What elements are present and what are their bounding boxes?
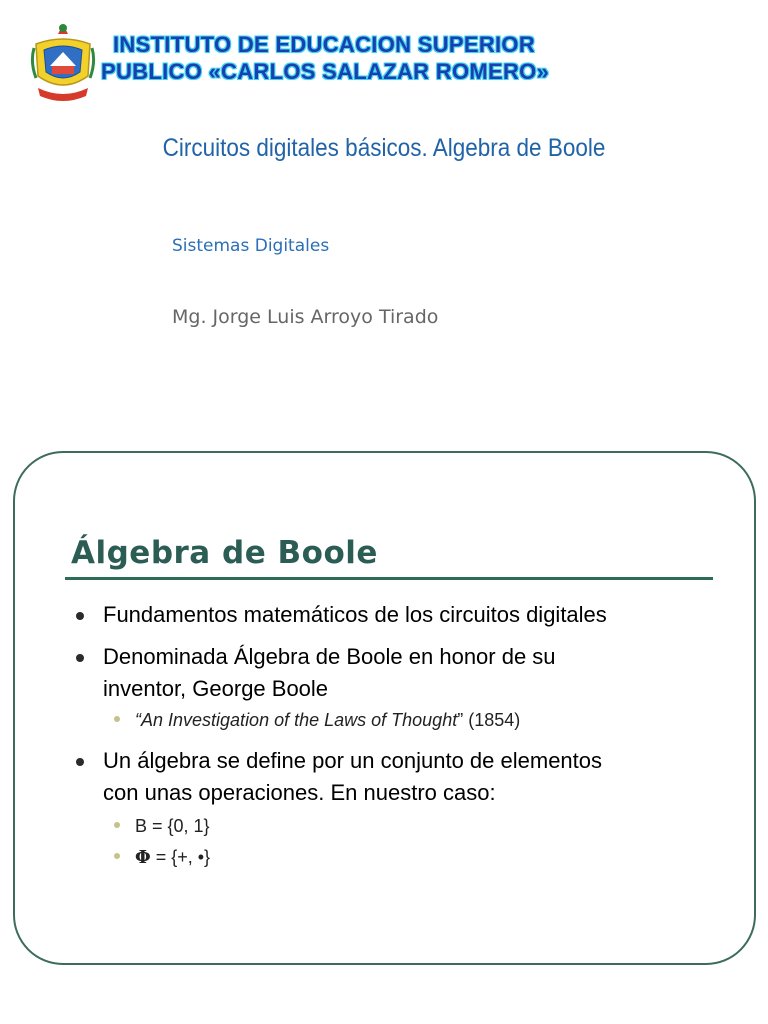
phi-operations: = {+, •} <box>150 847 211 867</box>
bullet-fundamentos: Fundamentos matemáticos de los circuitos digitales <box>103 599 607 631</box>
title-underline <box>65 577 713 580</box>
slide-algebra-de-boole <box>13 451 756 965</box>
book-year: ” (1854) <box>457 710 521 730</box>
quote-open: “ <box>135 710 141 730</box>
bullet-denominada <box>103 641 556 705</box>
bullet-line: inventor, George Boole <box>103 676 329 701</box>
sub-bullet-book <box>135 709 520 731</box>
bullet-un-algebra <box>103 745 602 809</box>
sub-bullet-phi <box>135 846 210 869</box>
bullet-line: Denominada Álgebra de Boole en honor de su <box>103 644 556 669</box>
institute-name-line-1: INSTITUTO DE EDUCACION SUPERIOR <box>113 32 536 57</box>
slide-title: Álgebra de Boole <box>71 535 378 571</box>
bullet-line: con unas operaciones. En nuestro caso: <box>103 780 496 805</box>
slide-header <box>0 0 768 110</box>
bullet-line: Un álgebra se define por un conjunto de elementos <box>103 748 603 773</box>
course-name: Sistemas Digitales <box>172 236 330 256</box>
presentation-title: Circuitos digitales básicos. Algebra de Boole <box>162 134 606 162</box>
sub-bullet-set-b: B = {0, 1} <box>135 816 210 836</box>
phi-symbol: Φ <box>135 847 151 868</box>
book-title: An Investigation of the Laws of Thought <box>141 710 458 730</box>
institute-name-line-2: PUBLICO «CARLOS SALAZAR ROMERO» <box>101 59 550 84</box>
author-name: Mg. Jorge Luis Arroyo Tirado <box>172 306 439 328</box>
institute-crest-logo <box>30 22 96 104</box>
